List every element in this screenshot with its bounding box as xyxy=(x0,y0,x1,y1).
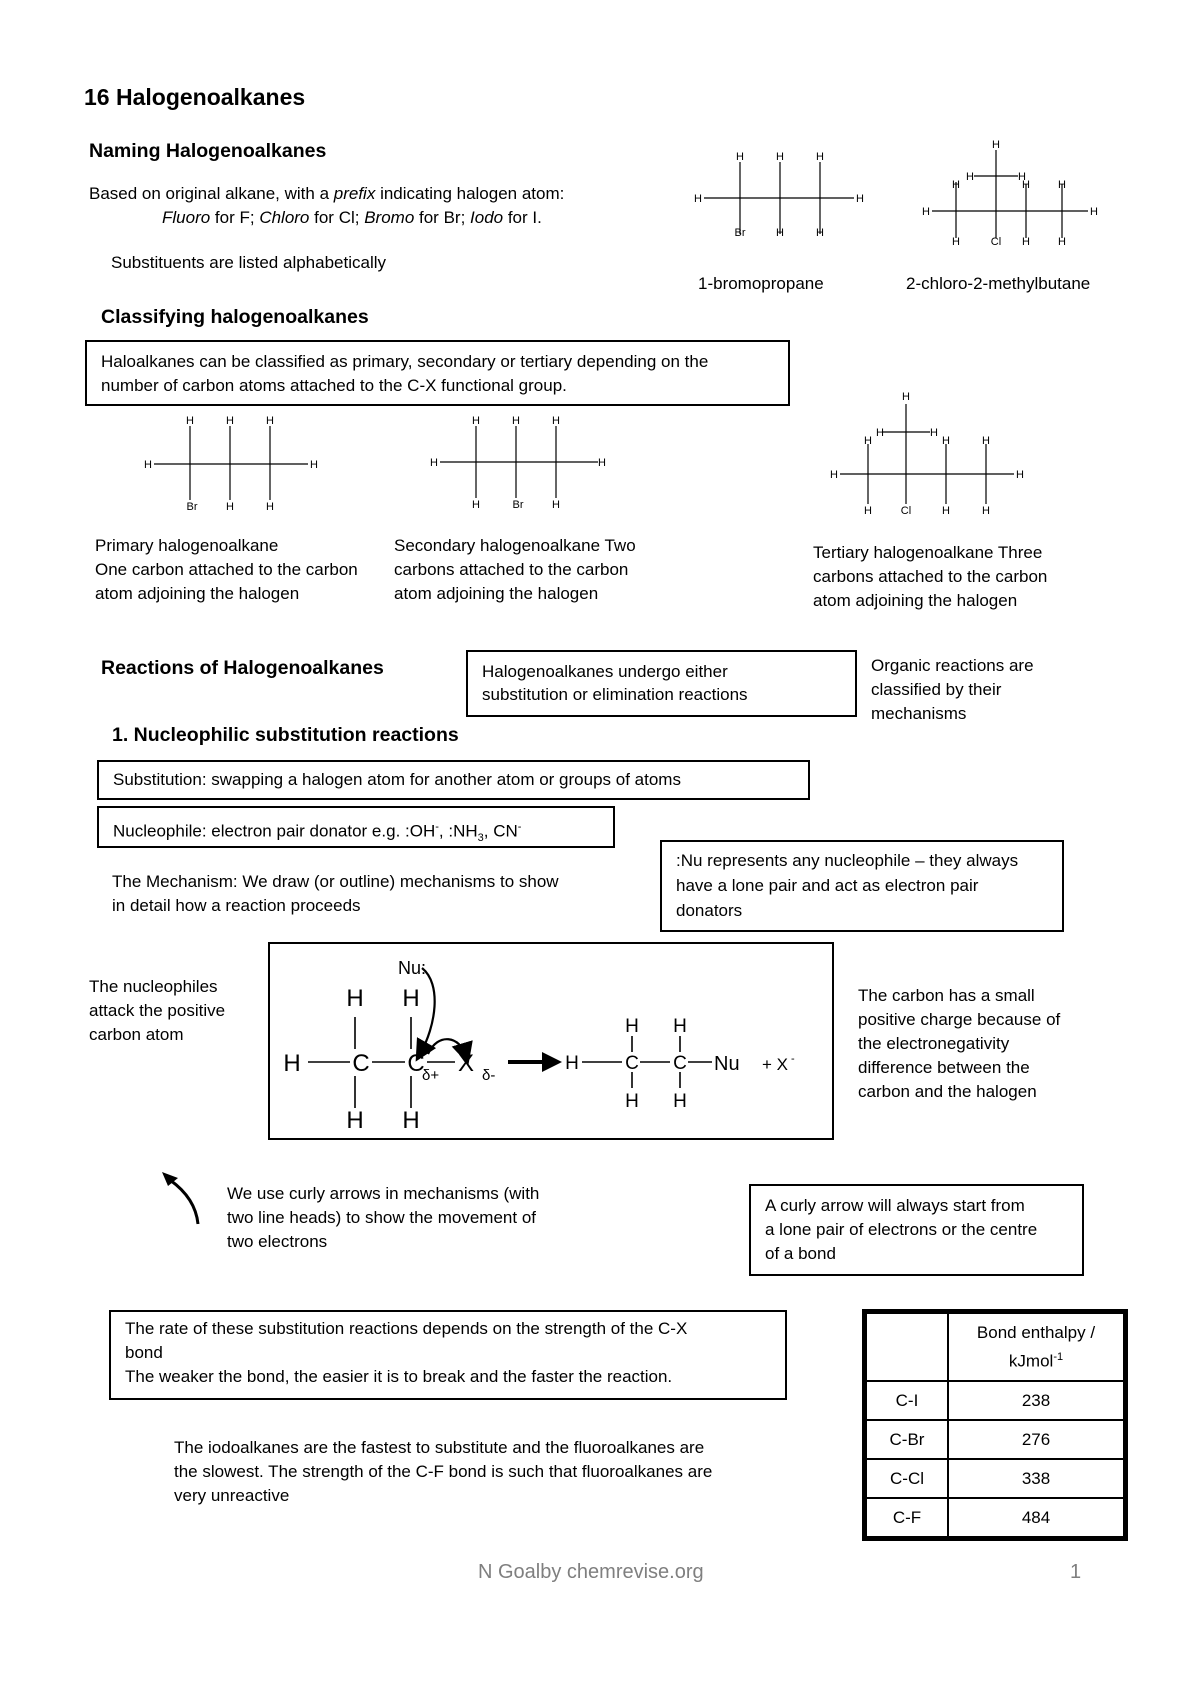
charge-superscript: - xyxy=(517,821,522,833)
attack-note-line: The nucleophiles xyxy=(89,977,218,996)
substituents-note: Substituents are listed alphabetically xyxy=(111,253,386,272)
table-row xyxy=(866,1420,1124,1459)
svg-text:H: H xyxy=(992,139,1000,151)
svg-text:H: H xyxy=(816,227,824,239)
rate-box-line: The weaker the bond, the easier it is to break and the faster the reaction. xyxy=(125,1367,673,1386)
prefix-text: for I. xyxy=(503,208,542,227)
carbon-note xyxy=(858,984,1060,1104)
svg-text:H: H xyxy=(1058,179,1066,191)
rate-box xyxy=(109,1310,787,1400)
curly-note xyxy=(227,1182,539,1254)
nu-box-line: :Nu represents any nucleophile – they always xyxy=(676,851,1019,870)
attack-note-line: attack the positive xyxy=(89,1001,226,1020)
rate-box-line: The rate of these substitution reactions depends on the strength of the C-X xyxy=(125,1319,688,1338)
mechanism-text-line: in detail how a reaction proceeds xyxy=(112,896,361,915)
nu-box-line: have a lone pair and act as electron pair xyxy=(676,876,979,895)
curly-box-line: of a bond xyxy=(765,1244,836,1263)
reactions-box-line2: substitution or elimination reactions xyxy=(482,685,748,704)
prefix-text: for F; xyxy=(210,208,260,227)
svg-text:H: H xyxy=(830,469,838,481)
classifying-heading: Classifying halogenoalkanes xyxy=(101,306,369,328)
footer-credit: N Goalby chemrevise.org xyxy=(478,1561,704,1583)
reactions-note-line: Organic reactions are xyxy=(871,656,1034,675)
prefix-text: for Br; xyxy=(414,208,471,227)
atom-c: C xyxy=(352,1050,370,1077)
atom-h: H xyxy=(625,1091,639,1112)
iodo-note-line: very unreactive xyxy=(174,1486,290,1505)
atom-h: H xyxy=(565,1053,579,1074)
reactions-note-line: mechanisms xyxy=(871,704,967,723)
nucleophilic-heading: 1. Nucleophilic substitution reactions xyxy=(112,724,459,746)
svg-text:H: H xyxy=(922,206,930,218)
primary-description xyxy=(95,534,358,606)
bond-cell: C-Br xyxy=(866,1420,948,1459)
svg-text:H: H xyxy=(310,459,318,471)
primary-line: atom adjoining the halogen xyxy=(95,584,300,603)
svg-text:H: H xyxy=(598,457,606,469)
svg-text:H: H xyxy=(1016,469,1024,481)
substitution-definition: Substitution: swapping a halogen atom for another atom or groups of atoms xyxy=(113,770,681,789)
byproduct-label: + X xyxy=(762,1055,788,1074)
curly-arrow-icon xyxy=(160,1168,210,1228)
header-line: Bond enthalpy / xyxy=(976,1322,1096,1342)
atom-h: H xyxy=(673,1016,687,1037)
svg-text:H: H xyxy=(816,151,824,163)
atom-h: H xyxy=(283,1050,301,1077)
atom-h: H xyxy=(402,1107,420,1134)
iodo-note xyxy=(174,1436,712,1508)
nucleophile-text: , CN xyxy=(483,821,518,841)
svg-text:H: H xyxy=(266,501,274,512)
svg-text:H: H xyxy=(952,179,960,191)
carbon-note-line: the electronegativity xyxy=(858,1034,1010,1053)
tertiary-description xyxy=(813,541,1047,613)
tertiary-line: atom adjoining the halogen xyxy=(813,591,1018,610)
prefix-text: for Cl; xyxy=(309,208,365,227)
substitution-box xyxy=(97,760,810,800)
atom-h: H xyxy=(402,985,420,1012)
svg-text:H: H xyxy=(144,459,152,471)
secondary-description xyxy=(394,534,636,606)
svg-text:H: H xyxy=(226,501,234,512)
header-unit-exponent: -1 xyxy=(1053,1350,1064,1363)
reactions-note-line: classified by their xyxy=(871,680,1002,699)
tertiary-structure xyxy=(826,386,1031,516)
nu-box xyxy=(660,840,1064,932)
svg-text:H: H xyxy=(1058,236,1066,248)
classification-line2: number of carbon atoms attached to the C-X functional group. xyxy=(101,376,567,395)
svg-text:H: H xyxy=(736,151,744,163)
primary-structure xyxy=(140,412,325,512)
rate-box-line: bond xyxy=(125,1343,163,1362)
mol1-name: 1-bromopropane xyxy=(698,274,824,293)
subscript: 3 xyxy=(477,832,484,845)
atom-c: C xyxy=(407,1050,425,1077)
table-row xyxy=(866,1498,1124,1537)
nucleophile-text: Nucleophile: electron pair donator e.g. :OH xyxy=(113,821,436,841)
secondary-line: carbons attached to the carbon xyxy=(394,560,629,579)
svg-text:H: H xyxy=(1022,236,1030,248)
product-nucleophile: Nu xyxy=(714,1053,740,1075)
svg-text:H: H xyxy=(966,171,974,183)
carbon-note-line: positive charge because of xyxy=(858,1010,1061,1029)
reactions-box xyxy=(466,650,857,717)
table-header-empty xyxy=(866,1313,948,1381)
svg-text:H: H xyxy=(864,435,872,447)
prefix-list xyxy=(162,206,542,230)
attack-note xyxy=(89,975,225,1047)
svg-text:H: H xyxy=(266,415,274,427)
prefix-name: Iodo xyxy=(470,208,504,227)
table-row xyxy=(866,1459,1124,1498)
bond-cell: C-I xyxy=(866,1381,948,1420)
carbon-note-line: The carbon has a small xyxy=(858,986,1035,1005)
naming-heading: Naming Halogenoalkanes xyxy=(89,140,327,162)
svg-text:Cl: Cl xyxy=(990,236,1002,248)
bond-enthalpy-table xyxy=(862,1309,1128,1541)
atom-x: X xyxy=(457,1050,475,1077)
svg-text:H: H xyxy=(942,505,950,516)
tertiary-line: carbons attached to the carbon xyxy=(813,567,1048,586)
delta-plus: δ+ xyxy=(422,1067,440,1084)
svg-text:H: H xyxy=(982,435,990,447)
charge-superscript: - xyxy=(435,821,439,833)
svg-text:Cl: Cl xyxy=(900,505,912,516)
svg-text:H: H xyxy=(552,415,560,427)
reactions-note xyxy=(871,654,1034,726)
svg-text:H: H xyxy=(1022,179,1030,191)
atom-c: C xyxy=(625,1053,639,1074)
svg-text:H: H xyxy=(864,505,872,516)
svg-text:H: H xyxy=(1018,171,1026,183)
bromopropane-structure xyxy=(690,148,870,248)
page-number: 1 xyxy=(1070,1561,1082,1583)
svg-text:H: H xyxy=(552,499,560,511)
primary-line: Primary halogenoalkane xyxy=(95,536,279,555)
table-header-enthalpy xyxy=(948,1313,1124,1381)
enthalpy-cell: 484 xyxy=(948,1498,1124,1537)
svg-text:H: H xyxy=(1090,206,1098,218)
naming-line1-em: prefix xyxy=(333,184,376,203)
secondary-line: Secondary halogenoalkane Two xyxy=(394,536,636,555)
classification-box xyxy=(85,340,790,406)
primary-line: One carbon attached to the carbon xyxy=(95,560,358,579)
mechanism-text-line: The Mechanism: We draw (or outline) mechanisms to show xyxy=(112,872,559,891)
svg-text:H: H xyxy=(226,415,234,427)
svg-text:Br: Br xyxy=(512,499,524,511)
prefix-name: Fluoro xyxy=(162,208,211,227)
svg-text:H: H xyxy=(856,193,864,205)
byproduct-charge: - xyxy=(791,1053,795,1065)
svg-text:H: H xyxy=(472,415,480,427)
bond-cell: C-Cl xyxy=(866,1459,948,1498)
mechanism-text xyxy=(112,870,559,918)
classification-line1: Haloalkanes can be classified as primary, secondary or tertiary depending on the xyxy=(101,352,709,371)
reactions-heading: Reactions of Halogenoalkanes xyxy=(101,657,384,679)
curly-note-line: two line heads) to show the movement of xyxy=(227,1208,536,1227)
table-header-row xyxy=(866,1313,1124,1381)
nucleophile-definition xyxy=(113,815,521,850)
naming-line1 xyxy=(89,182,564,206)
svg-text:H: H xyxy=(952,236,960,248)
svg-text:H: H xyxy=(942,435,950,447)
svg-text:H: H xyxy=(930,427,938,439)
nucleophile-text: , :NH xyxy=(438,821,478,841)
curly-arrow-box xyxy=(749,1184,1084,1276)
tertiary-line: Tertiary halogenoalkane Three xyxy=(813,543,1043,562)
svg-text:H: H xyxy=(186,415,194,427)
svg-text:H: H xyxy=(776,227,784,239)
curly-box-line: A curly arrow will always start from xyxy=(765,1196,1025,1215)
naming-line1-pre: Based on original alkane, with a xyxy=(89,184,334,203)
atom-c: C xyxy=(673,1053,687,1074)
delta-minus: δ- xyxy=(482,1067,496,1084)
svg-text:H: H xyxy=(776,151,784,163)
prefix-name: Bromo xyxy=(364,208,415,227)
nucleophile-box xyxy=(97,806,615,848)
curly-note-line: two electrons xyxy=(227,1232,328,1251)
curly-box-line: a lone pair of electrons or the centre xyxy=(765,1220,1038,1239)
svg-text:Br: Br xyxy=(734,227,746,239)
svg-text:H: H xyxy=(876,427,884,439)
mol2-name: 2-chloro-2-methylbutane xyxy=(906,274,1091,293)
curly-note-line: We use curly arrows in mechanisms (with xyxy=(227,1184,540,1203)
mechanism-diagram xyxy=(270,944,832,1138)
nu-box-line: donators xyxy=(676,901,743,920)
svg-text:H: H xyxy=(430,457,438,469)
svg-text:H: H xyxy=(982,505,990,516)
enthalpy-cell: 238 xyxy=(948,1381,1124,1420)
reactions-box-line1: Halogenoalkanes undergo either xyxy=(482,662,728,681)
bond-cell: C-F xyxy=(866,1498,948,1537)
svg-text:H: H xyxy=(694,193,702,205)
enthalpy-cell: 276 xyxy=(948,1420,1124,1459)
svg-text:H: H xyxy=(512,415,520,427)
iodo-note-line: The iodoalkanes are the fastest to substitute and the fluoroalkanes are xyxy=(174,1438,705,1457)
carbon-note-line: carbon and the halogen xyxy=(858,1082,1037,1101)
naming-line1-post: indicating halogen atom: xyxy=(375,184,565,203)
atom-h: H xyxy=(673,1091,687,1112)
page-title: 16 Halogenoalkanes xyxy=(84,84,306,110)
nucleophile-label: Nu: xyxy=(398,958,427,978)
atom-h: H xyxy=(346,985,364,1012)
atom-h: H xyxy=(346,1107,364,1134)
iodo-note-line: the slowest. The strength of the C-F bond is such that fluoroalkanes are xyxy=(174,1462,713,1481)
enthalpy-cell: 338 xyxy=(948,1459,1124,1498)
secondary-structure xyxy=(426,412,611,512)
svg-text:H: H xyxy=(902,391,910,403)
prefix-name: Chloro xyxy=(259,208,310,227)
chloromethylbutane-structure xyxy=(918,136,1098,251)
secondary-line: atom adjoining the halogen xyxy=(394,584,599,603)
svg-text:H: H xyxy=(472,499,480,511)
table-row xyxy=(866,1381,1124,1420)
atom-h: H xyxy=(625,1016,639,1037)
header-unit: kJmol xyxy=(1008,1351,1054,1371)
carbon-note-line: difference between the xyxy=(858,1058,1030,1077)
attack-note-line: carbon atom xyxy=(89,1025,184,1044)
svg-text:Br: Br xyxy=(186,501,198,512)
